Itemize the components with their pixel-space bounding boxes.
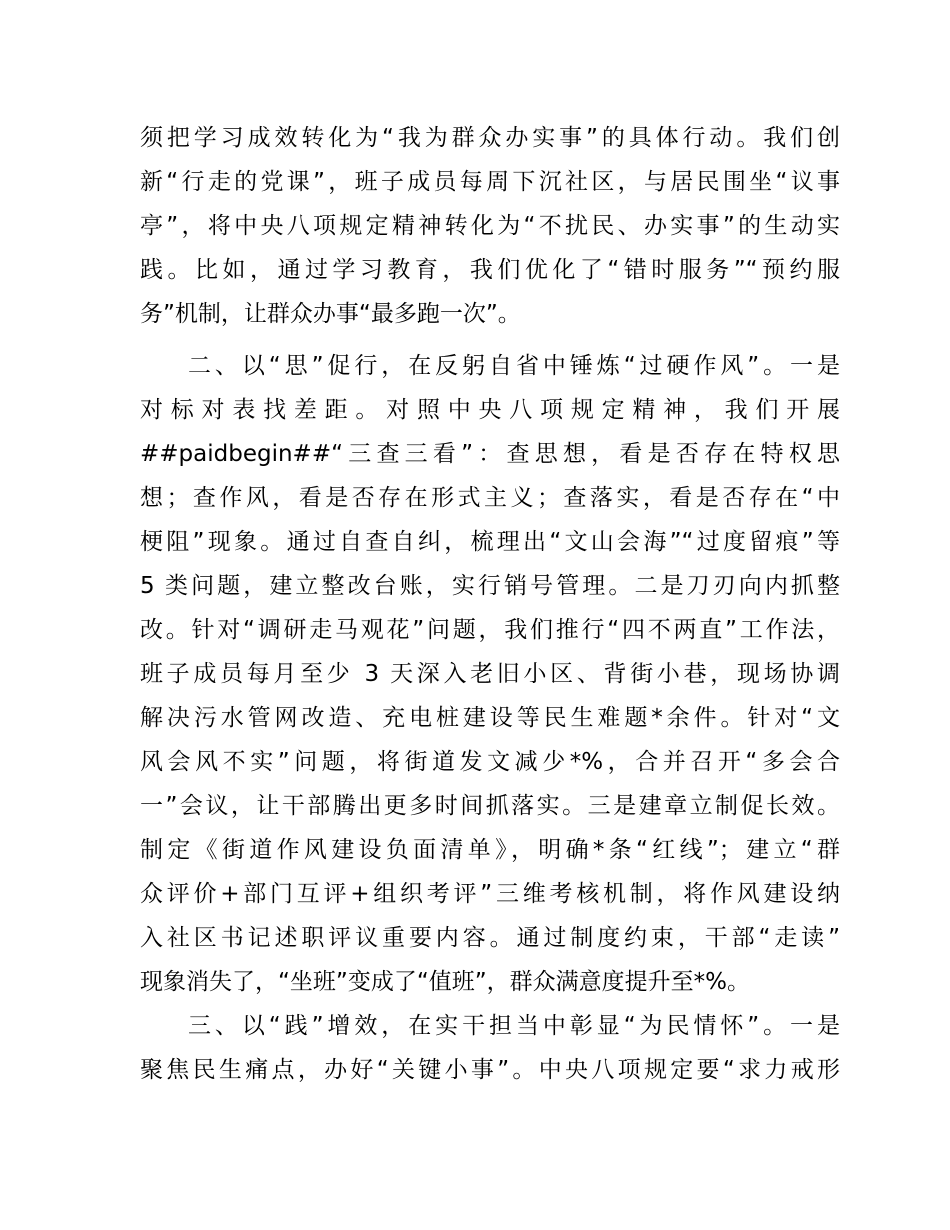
text-line: 风会风不实”问题，将街道发文减少*%，合并召开“多会合 (140, 749, 840, 775)
section-heading-line: 三、以“践”增效，在实干担当中彰显“为民情怀”。一是 (188, 1013, 840, 1039)
text-line: 对标对表找差距。对照中央八项规定精神，我们开展 (140, 397, 840, 423)
text-line: 新“行走的党课”，班子成员每周下沉社区，与居民围坐“议事 (140, 169, 840, 195)
text-line: 须把学习成效转化为“我为群众办实事”的具体行动。我们创 (140, 125, 840, 151)
text-line: 众评价+部门互评+组织考评”三维考核机制，将作风建设纳 (140, 881, 840, 907)
text-line: 践。比如，通过学习教育，我们优化了“错时服务”“预约服 (140, 257, 840, 283)
text-line: 一”会议，让干部腾出更多时间抓落实。三是建章立制促长效。 (140, 793, 840, 819)
text-line: 务”机制，让群众办事“最多跑一次”。 (140, 301, 521, 327)
text-line: 入社区书记述职评议重要内容。通过制度约束，干部“走读” (140, 925, 840, 951)
text-line: ##paidbegin##“三查三看”：查思想，看是否存在特权思 (140, 441, 840, 467)
text-line: 5 类问题，建立整改台账，实行销号管理。二是刀刃向内抓整 (140, 573, 840, 599)
section-heading-line: 二、以“思”促行，在反躬自省中锤炼“过硬作风”。一是 (188, 353, 840, 379)
text-line: 聚焦民生痛点，办好“关键小事”。中央八项规定要“求力戒形 (140, 1057, 840, 1083)
text-line: 制定《街道作风建设负面清单》，明确*条“红线”；建立“群 (140, 837, 840, 863)
text-line: 想；查作风，看是否存在形式主义；查落实，看是否存在“中 (140, 485, 840, 511)
text-line: 梗阻”现象。通过自查自纠，梳理出“文山会海”“过度留痕”等 (140, 529, 840, 555)
text-line: 改。针对“调研走马观花”问题，我们推行“四不两直”工作法， (140, 617, 840, 643)
text-line: 亭”，将中央八项规定精神转化为“不扰民、办实事”的生动实 (140, 213, 840, 239)
text-line: 班子成员每月至少 3 天深入老旧小区、背街小巷，现场协调 (140, 661, 840, 687)
text-line: 解决污水管网改造、充电桩建设等民生难题*余件。针对“文 (140, 705, 840, 731)
text-line: 现象消失了，“坐班”变成了“值班”，群众满意度提升至*%。 (140, 969, 751, 995)
